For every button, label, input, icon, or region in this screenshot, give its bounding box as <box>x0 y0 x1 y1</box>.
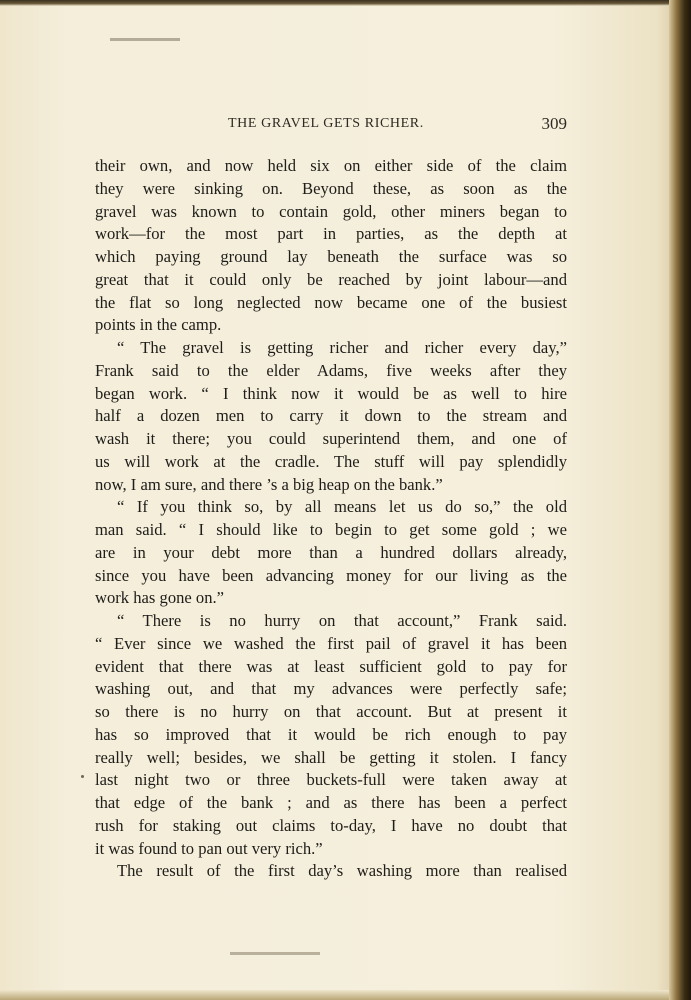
text-line: now, I am sure, and there ’s a big heap on the bank.” <box>95 474 443 494</box>
text-line: which paying ground lay beneath the surface was so <box>95 247 567 266</box>
text-line: they were sinking on. Beyond these, as soon as the <box>95 178 567 198</box>
text-line: man said. “ I should like to begin to get some gold ; we <box>95 520 567 539</box>
text-line: evident that there was at least sufficient gold to pay for <box>95 656 567 676</box>
text-line: it was found to pan out very rich.” <box>95 838 323 858</box>
text-line: has so improved that it would be rich enough to pay <box>95 724 567 744</box>
page-bottom-edge <box>0 990 691 1000</box>
text-line: The result of the first day’s washing more than realised <box>117 861 567 881</box>
text-line: half a dozen men to carry it down to the stream and <box>95 406 567 426</box>
text-line: great that it could only be reached by joint labour—and <box>95 269 567 289</box>
text-line: washing out, and that my advances were perfectly safe; <box>95 679 567 699</box>
text-line: “ Ever since we washed the first pail of gravel it has been <box>95 633 567 653</box>
page-header <box>95 116 567 138</box>
book-spine-edge <box>669 0 691 1000</box>
text-line: that edge of the bank ; and as there has been a perfect <box>95 793 567 812</box>
text-line: last night two or three buckets-full were taken away at <box>95 770 567 790</box>
text-line: “ If you think so, by all means let us do so,” the old <box>117 497 567 517</box>
text-line: rush for staking out claims to-day, I have no doubt that <box>95 815 567 835</box>
text-line: work has gone on.” <box>95 588 225 608</box>
text-line: began work. “ I think now it would be as well to hire <box>95 383 567 403</box>
text-line: “ The gravel is getting richer and richer every day,” <box>117 338 567 357</box>
running-head: THE GRAVEL GETS RICHER. <box>228 116 424 131</box>
text-line: “ There is no hurry on that account,” Frank said. <box>117 611 567 630</box>
text-line: since you have been advancing money for our living as the <box>95 565 567 585</box>
text-line: us will work at the cradle. The stuff will pay splendidly <box>95 451 567 471</box>
text-line: work—for the most part in parties, as the depth at <box>95 224 567 244</box>
text-line: really well; besides, we shall be getting it stolen. I fancy <box>95 747 567 767</box>
page-top-edge <box>0 0 691 6</box>
text-line: are in your debt more than a hundred dollars already, <box>95 542 567 562</box>
text-line: points in the camp. <box>95 315 222 335</box>
text-line: wash it there; you could superintend them, and one of <box>95 429 567 448</box>
ink-mark <box>230 952 320 955</box>
text-line: their own, and now held six on either side of the claim <box>95 156 567 175</box>
text-line: Frank said to the elder Adams, five weeks after they <box>95 360 567 380</box>
margin-mark <box>81 775 84 778</box>
text-line: gravel was known to contain gold, other miners began to <box>95 201 567 221</box>
page-number: 309 <box>541 114 567 133</box>
body-text <box>95 155 567 883</box>
text-line: the flat so long neglected now became one of the busiest <box>95 292 567 312</box>
ink-mark <box>110 38 180 41</box>
text-line: so there is no hurry on that account. But at present it <box>95 702 567 721</box>
